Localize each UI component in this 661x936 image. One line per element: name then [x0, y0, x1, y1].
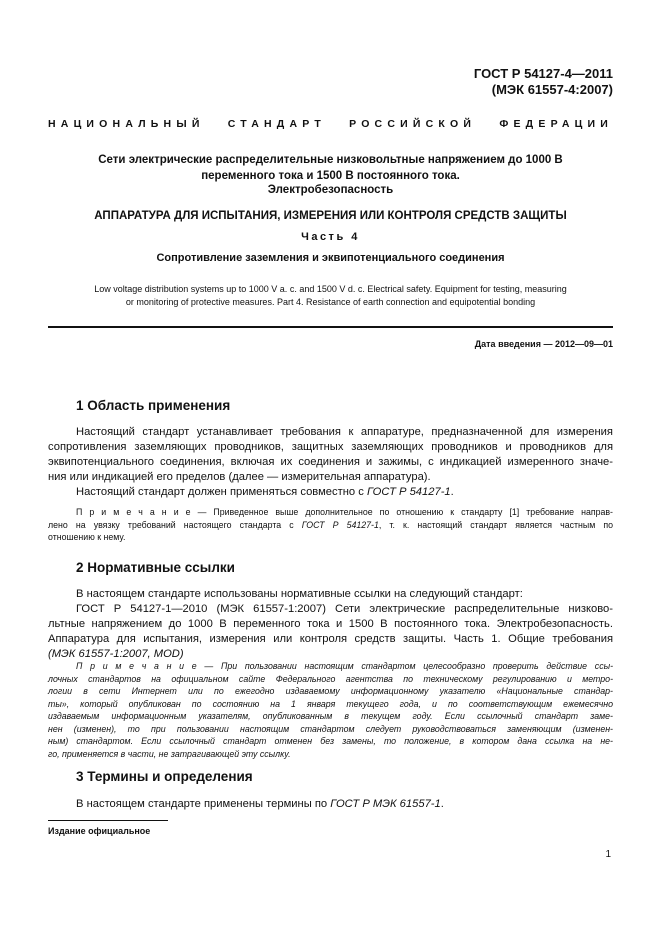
reference-link: ГОСТ Р 54127-1	[301, 519, 379, 530]
text-fragment: В настоящем стандарте применены термины по	[76, 798, 331, 810]
title-line-2: переменного тока и 1500 В постоянного тока.	[201, 170, 460, 182]
note-text: лено на увязку требований настоящего стандарта с	[48, 519, 302, 530]
note-label: П р и м е ч а н и е	[76, 507, 191, 517]
section-3-paragraph-1	[48, 797, 613, 812]
text-line: сопротивления заземляющих проводников, защитных заземляющих проводников и проводников для	[48, 441, 613, 453]
note-text: — Приведенное выше дополнительное по отношению к стандарту [1] требование направ-	[190, 507, 613, 517]
note-line: го, применяется в части, не затрагивающей эту ссылку.	[48, 748, 291, 759]
note-line: издаваемым информационным указателям, опубликованным в текущем году. Если ссылочный стандарт заме-	[48, 711, 613, 721]
note-line: лочных стандартов на официальном сайте Федерального агентства по техническому регулированию и метро-	[48, 673, 613, 684]
note-line	[48, 660, 613, 673]
edition-label: Издание официальное	[48, 826, 151, 836]
text-line: эквипотенциального соединения, включая их соединения и зажимы, с индикацией измеренного значе-	[48, 456, 613, 468]
footer-divider	[48, 820, 168, 821]
title-divider	[48, 326, 613, 328]
note-line: логии в сети Интернет или по ежегодно издаваемому информационному указателю «Национальные стандар-	[48, 686, 613, 696]
text-line: ГОСТ Р 54127-1—2010 (МЭК 61557-1:2007) Сети электрические распределительные низково-	[76, 603, 613, 615]
english-title-line-2: or monitoring of protective measures. Part 4. Resistance of earth connection and equipotential bonding	[125, 297, 536, 307]
title-subtitle: Сопротивление заземления и эквипотенциального соединения	[156, 252, 505, 264]
text-line: (МЭК 61557-1:2007, MOD)	[48, 648, 184, 660]
text-line: льтные напряжением до 1000 В переменного тока и 1500 В постоянного тока. Электробезопасность.	[48, 618, 613, 630]
title-part: Часть 4	[301, 231, 360, 243]
note-line: нен (изменен), то при пользовании настоящим стандартом следует руководствоваться заменяющим (изменен-	[48, 723, 613, 734]
text-line: ния или индикацией его пределов (далее — измерительная аппаратура).	[48, 471, 431, 483]
section-2-paragraph-1: В настоящем стандарте использованы нормативные ссылки на следующий стандарт:	[76, 588, 523, 600]
note-text: — При пользовании настоящим стандартом целесообразно проверить действие ссы-	[196, 661, 613, 671]
note-text: , т. к. настоящий стандарт является частным по	[378, 519, 614, 530]
section-2-reference	[48, 602, 613, 662]
text-fragment: .	[440, 798, 444, 810]
text-fragment: .	[450, 486, 454, 498]
standard-code: ГОСТ Р 54127-4—2011	[473, 66, 613, 81]
note-line: ным) стандартом. Если ссылочный стандарт отменен без замены, то положение, в котором дана ссылка на не-	[48, 736, 613, 746]
text-line: Аппаратура для испытания, измерения или контроля средств защиты. Часть 1. Общие требования	[48, 633, 613, 645]
section-1-note	[48, 506, 613, 544]
title-caps: АППАРАТУРА ДЛЯ ИСПЫТАНИЯ, ИЗМЕРЕНИЯ ИЛИ КОНТРОЛЯ СРЕДСТВ ЗАЩИТЫ	[94, 210, 567, 222]
note-line: отношению к нему.	[48, 532, 126, 542]
text-line: Настоящий стандарт устанавливает требования к аппаратуре, предназначенной для измерения	[76, 426, 613, 438]
national-standard-banner: НАЦИОНАЛЬНЫЙ СТАНДАРТ РОССИЙСКОЙ ФЕДЕРАЦИИ	[48, 118, 613, 130]
english-title-line-1: Low voltage distribution systems up to 1000 V a. c. and 1500 V d. c. Electrical safety. Equipment for testing, measuring	[94, 284, 567, 294]
note-line: ты», который опубликован по состоянию на 1 января текущего года, и по соответствующим ежемесячно	[48, 698, 613, 709]
title-line-1: Сети электрические распределительные низковольтные напряжением до 1000 В	[98, 154, 563, 166]
text-fragment: Настоящий стандарт должен применяться совместно с	[76, 486, 367, 498]
reference-link: ГОСТ Р МЭК 61557-1	[330, 798, 441, 810]
note-label: П р и м е ч а н и е	[76, 661, 197, 671]
title-line-3: Электробезопасность	[267, 184, 394, 196]
section-1-paragraph-2	[48, 485, 613, 500]
intro-date: Дата введения — 2012—09—01	[474, 339, 613, 349]
page-number: 1	[605, 849, 611, 860]
note-line	[48, 506, 613, 519]
iec-code: (МЭК 61557-4:2007)	[491, 82, 613, 97]
reference-link: ГОСТ Р 54127-1	[366, 486, 451, 498]
section-3-heading: 3 Термины и определения	[76, 769, 253, 784]
section-2-note	[48, 660, 613, 760]
note-line	[48, 519, 613, 532]
section-1-heading: 1 Область применения	[76, 398, 231, 413]
section-2-heading: 2 Нормативные ссылки	[76, 560, 235, 575]
section-1-paragraph-1	[48, 425, 613, 485]
